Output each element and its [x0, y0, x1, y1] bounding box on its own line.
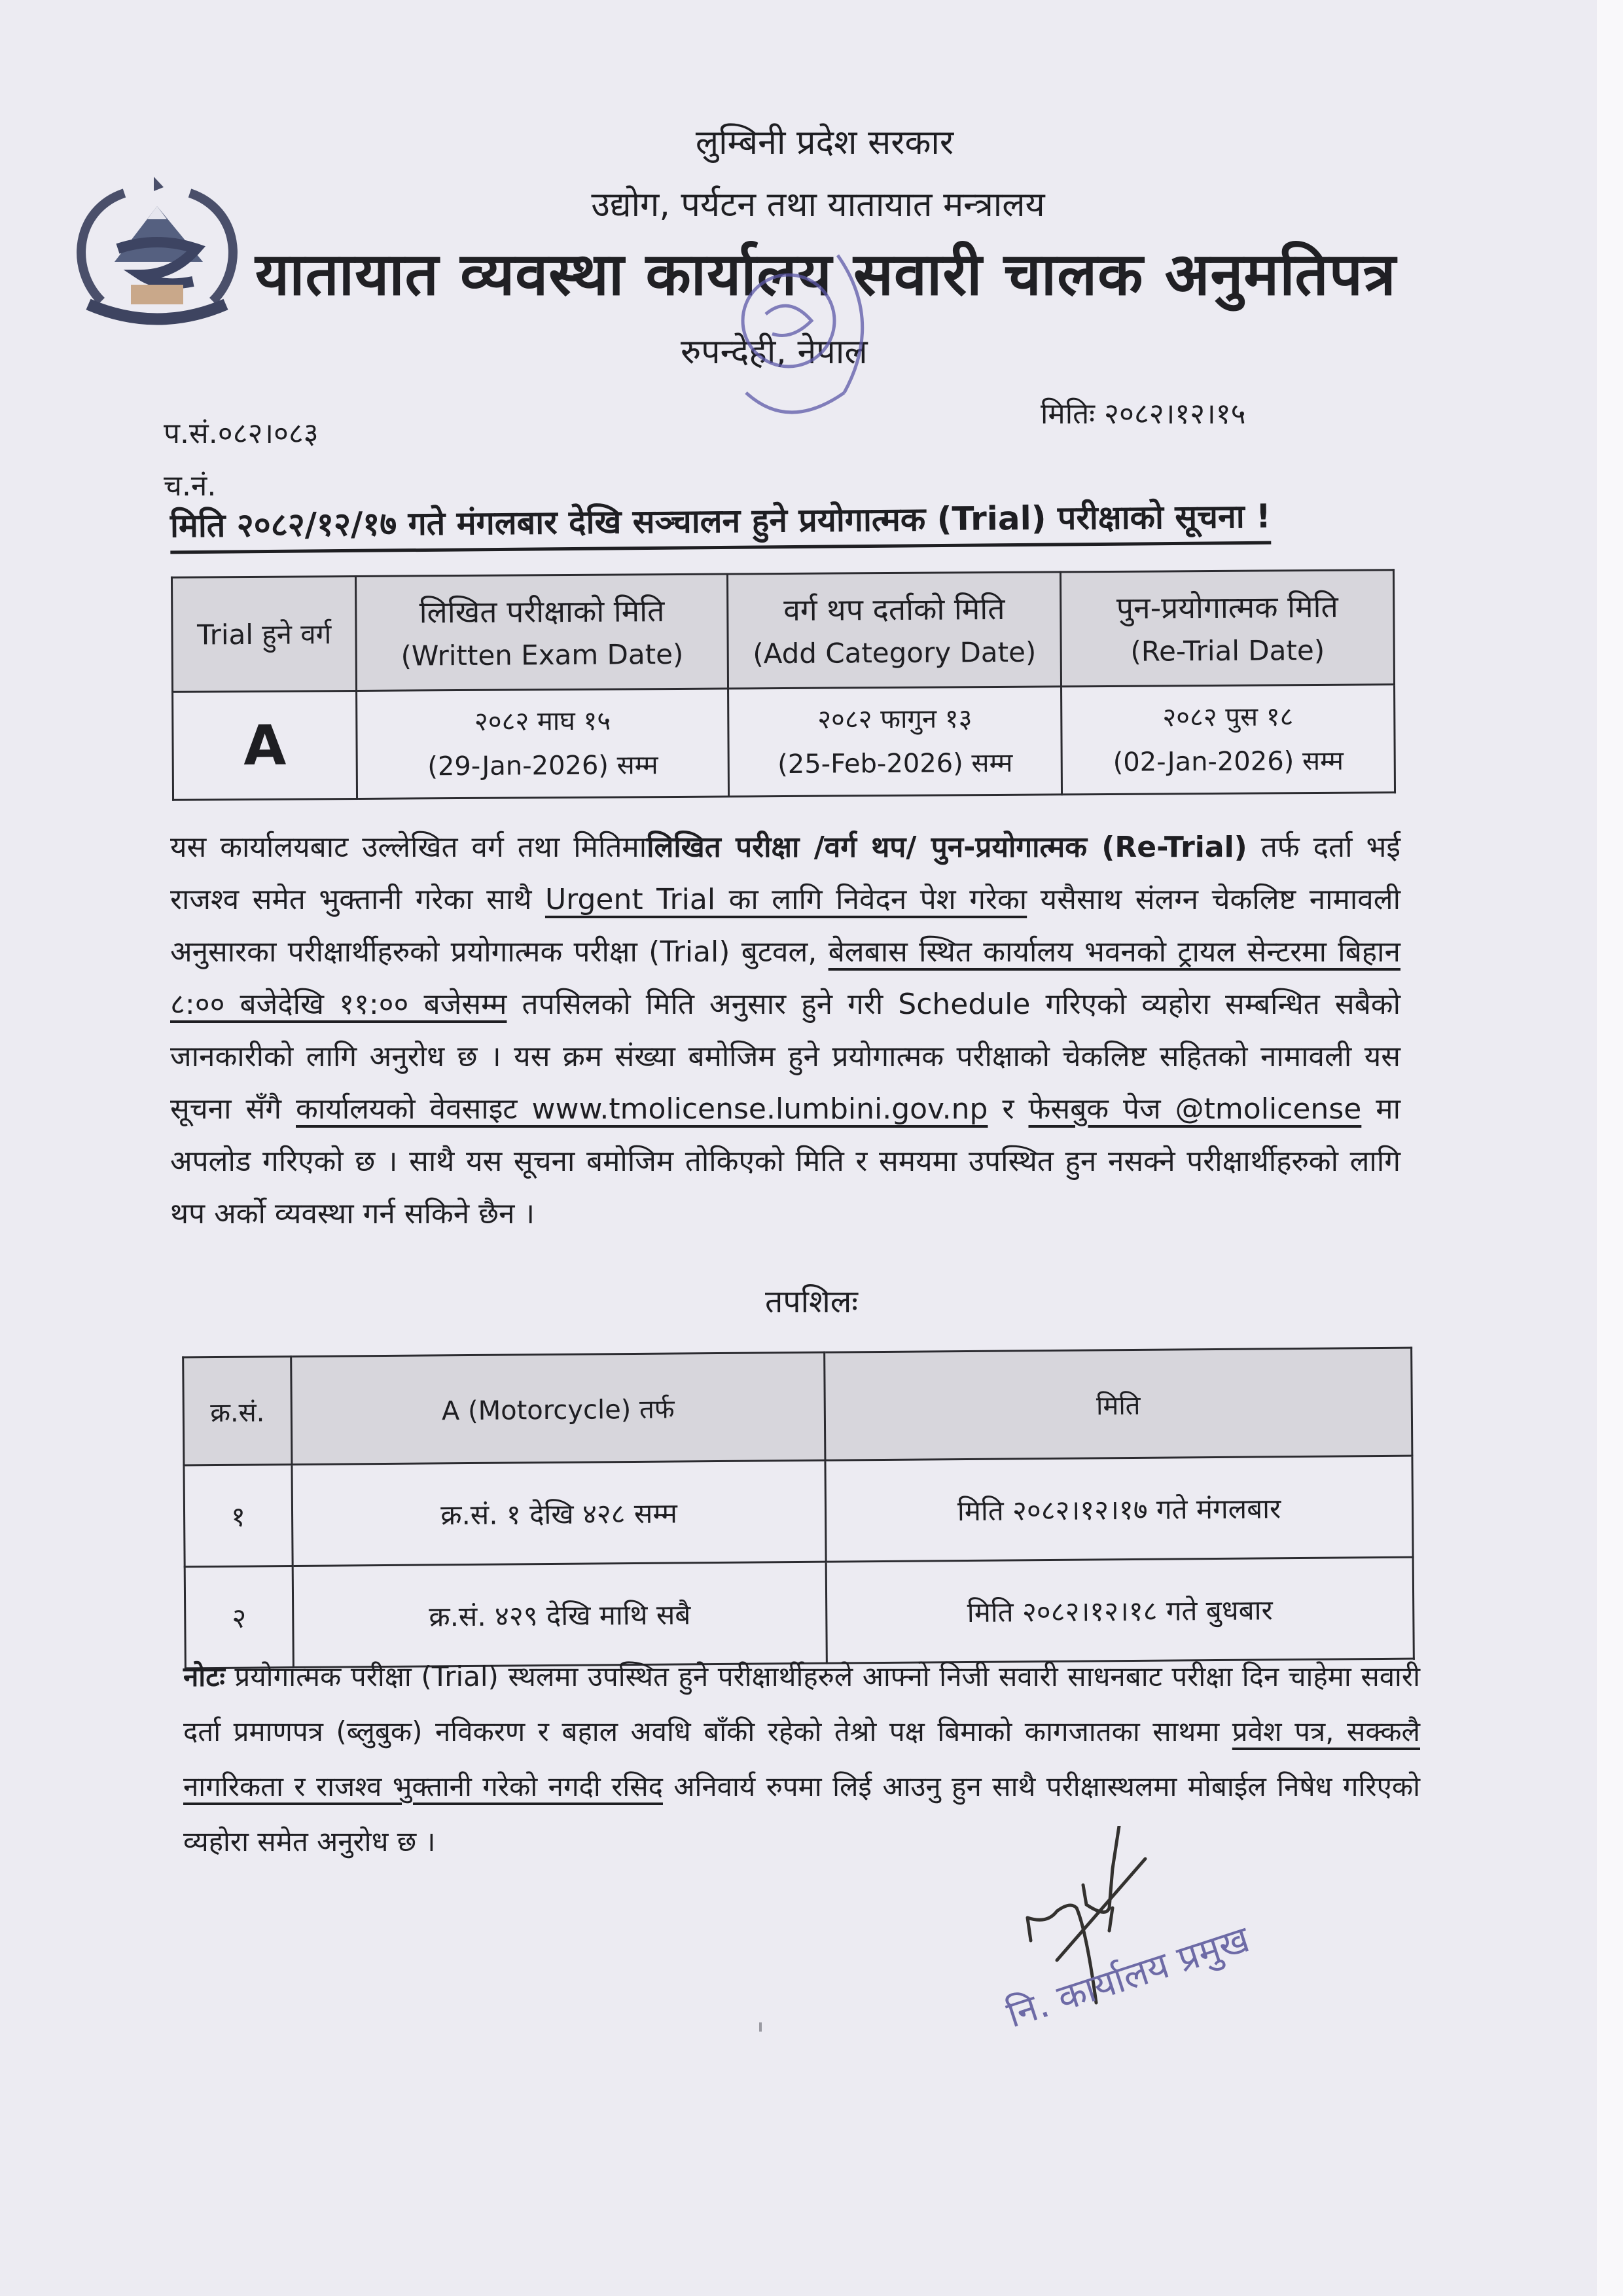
- scan-edge: [1597, 0, 1623, 2296]
- emphasis-required-documents: प्रवेश पत्र, सक्कलै नागरिकता र राजश्व भुक्तानी गरेको नगदी रसिद: [183, 1715, 1420, 1803]
- note-paragraph: नोटः प्रयोगात्मक परीक्षा (Trial) स्थलमा उपस्थित हुने परीक्षार्थीहरुले आफ्नो निजी सवारी साधनबाट परीक्षा दिन चाहेमा सवारी दर्ता प्रमाणपत्र (ब्लुबुक) नविकरण र बहाल अवधि बाँकी रहेको तेश्रो पक्ष बिमाको कागजातका साथमा प्रवेश पत्र, सक्कलै नागरिकता र राजश्व भुक्तानी गरेको नगदी रसिद अनिवार्य रुपमा लिई आउनु हुन साथै परीक्षास्थलमा मोबाईल निषेध गरिएको व्यहोरा समेत अनुरोध छ ।: [183, 1660, 1420, 1857]
- table-row: [184, 1456, 1413, 1567]
- range-cell: क्र.सं. ४२९ देखि माथि सबै: [293, 1562, 827, 1667]
- header-date: मिति: [825, 1348, 1412, 1460]
- facebook-page-link[interactable]: फेसबुक पेज @tmolicense: [1028, 1092, 1362, 1126]
- serial-cell: २: [185, 1566, 293, 1668]
- scan-artifact: [759, 2022, 762, 2032]
- schedule-heading: तपशिलः: [765, 1283, 858, 1320]
- website-link[interactable]: कार्यालयको वेवसाइट www.tmolicense.lumbini.gov.np: [296, 1092, 988, 1126]
- dispatch-number: च.नं.: [164, 469, 217, 503]
- retrial-date-cell: २०८२ पुस १८ (02-Jan-2026) सम्म: [1061, 685, 1395, 795]
- province-name: लुम्बिनी प्रदेश सरकार: [695, 123, 954, 162]
- header-serial-number: क्र.सं.: [183, 1357, 292, 1465]
- ministry-name: उद्योग, पर्यटन तथा यातायात मन्त्रालय: [591, 185, 1045, 224]
- table-header-row: [183, 1348, 1412, 1465]
- office-seal-stamp-icon: [674, 242, 910, 439]
- serial-cell: १: [184, 1465, 293, 1567]
- notice-body-paragraph: यस कार्यालयबाट उल्लेखित वर्ग तथा मितिमालिखित परीक्षा /वर्ग थप/ पुन-प्रयोगात्मक (Re-Trial) तर्फ दर्ता भई राजश्व समेत भुक्तानी गरेका साथै Urgent Trial का लागि निवेदन पेश गरेका यसैसाथ संलग्न चेकलिष्ट नामावली अनुसारका परीक्षार्थीहरुको प्रयोगात्मक परीक्षा (Trial) बुटवल, बेलबास स्थित कार्यालय भवनको ट्रायल सेन्टरमा बिहान ८:०० बजेदेखि ११:०० बजेसम्म तपसिलको मिति अनुसार हुने गरी Schedule गरिएको व्यहोरा सम्बन्धित सबैको जानकारीको लागि अनुरोध छ । यस क्रम संख्या बमोजिम हुने प्रयोगात्मक परीक्षाको चेकलिष्ट सहितको नामावली यस सूचना सँगै कार्यालयको वेवसाइट www.tmolicense.lumbini.gov.np र फेसबुक पेज @tmolicense मा अपलोड गरिएको छ । साथै यस सूचना बमोजिम तोकिएको मिति र समयमा उपस्थित हुन नसक्ने परीक्षार्थीहरुको लागि थप अर्को व्यवस्था गर्न सकिने छैन ।: [170, 831, 1401, 1230]
- date-cell: मिति २०८२।१२।१८ गते बुधबार: [826, 1557, 1414, 1663]
- category-dates-table: [171, 569, 1396, 800]
- emphasis-urgent-trial: Urgent Trial का लागि निवेदन पेश गरेका: [544, 883, 1027, 916]
- header-retrial-date: पुन-प्रयोगात्मक मिति (Re-Trial Date): [1061, 570, 1395, 687]
- emphasis-exam-types: लिखित परीक्षा /वर्ग थप/ पुन-प्रयोगात्मक (Re-Trial): [647, 831, 1247, 864]
- office-chief-stamp: नि. कार्यालय प्रमुख: [1001, 1918, 1255, 2037]
- date-cell: मिति २०८२।१२।१७ गते मंगलबार: [825, 1456, 1413, 1562]
- written-exam-date-cell: २०८२ माघ १५ (29-Jan-2026) सम्म: [357, 689, 729, 798]
- emphasis-venue-time: बेलबास स्थित कार्यालय भवनको ट्रायल सेन्टरमा बिहान ८:०० बजेदेखि ११:०० बजेसम्म: [170, 935, 1400, 1021]
- table-header-row: [171, 570, 1394, 692]
- header-motorcycle-range: A (Motorcycle) तर्फ: [291, 1352, 825, 1464]
- office-name: यातायात व्यवस्था कार्यालय सवारी चालक अनुमतिपत्र: [255, 240, 1397, 309]
- issue-date: मितिः २०८२।१२।१५: [1041, 397, 1246, 431]
- header-trial-category: Trial हुने वर्ग: [171, 576, 356, 692]
- reference-number: प.सं.०८२।०८३: [164, 417, 319, 450]
- header-written-exam-date: लिखित परीक्षाको मिति (Written Exam Date): [356, 574, 728, 691]
- office-location: रुपन्देही, नेपाल: [681, 332, 868, 372]
- note-label: नोटः: [183, 1660, 225, 1693]
- schedule-table: [182, 1347, 1415, 1670]
- category-cell: A: [173, 691, 357, 800]
- header-add-category-date: वर्ग थप दर्ताको मिति (Add Category Date): [727, 572, 1061, 689]
- table-row: [173, 685, 1395, 800]
- notice-title: मिति २०८२/१२/१७ गते मंगलबार देखि सञ्चालन हुने प्रयोगात्मक (Trial) परीक्षाको सूचना !: [170, 493, 1272, 554]
- range-cell: क्र.सं. १ देखि ४२८ सम्म: [292, 1460, 826, 1566]
- add-category-date-cell: २०८२ फागुन १३ (25-Feb-2026) सम्म: [728, 687, 1062, 797]
